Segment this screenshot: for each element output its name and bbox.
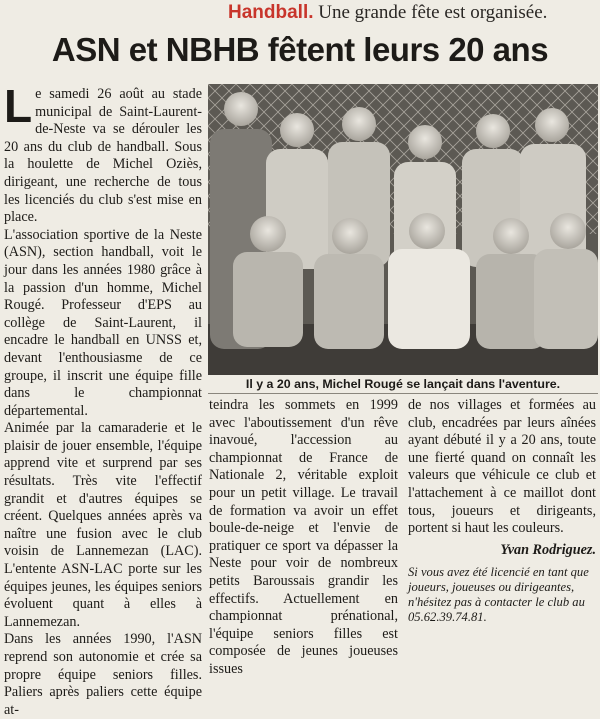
contact-note: Si vous avez été licencié en tant que joueurs, joueuses ou dirigeantes, n'hésitez pas à contacter le club au 05.62.39.74.81. (408, 565, 589, 625)
dropcap: L (4, 80, 33, 132)
article-column-3 (408, 397, 596, 643)
paragraph-5: de nos villages et formées au club, encadrées par leurs aînées ayant débuté il y a 20 ans, toute une fierté quand on connaît les valeurs que véhicule ce club et l'attachement à ce maillot dont tous, joueurs et dirigeants, portent si haut les couleurs. (408, 397, 596, 537)
article-column-1 (4, 80, 202, 718)
article-headline: ASN et NBHB fêtent leurs 20 ans (51, 31, 549, 68)
article-kicker (228, 2, 588, 24)
team-photo (208, 84, 598, 375)
team-photo-drawing (208, 84, 598, 375)
paragraph-2: L'association sportive de la Neste (ASN), section handball, voit le jour dans les années 1980 grâce à la passion d'un homme, Michel Rougé. Professeur d'EPS au collège de Saint-Laurent, il encadre le handball en UNSS et, devant l'enthousiasme de ce groupe, il inscrit une équipe fille dans le championnat départemental. (4, 226, 202, 419)
article-column-2 (209, 397, 398, 677)
article-byline: Yvan Rodriguez. (500, 541, 596, 558)
paragraph-3: Animée par la camaraderie et le plaisir de jouer ensemble, l'équipe apprend vite et surprend par ses résultats. Très vite l'effectif grandit et d'autres équipes se créent. Quelques années après va naître une fusion avec le club voisin de Lannemezan (LAC). L'entente ASN-LAC porte sur les équipes jeunes, les équipes seniors évoluent quant à elles à Lannemezan. (4, 420, 202, 630)
paragraph-1: Le samedi 26 août au stade municipal de Saint-Laurent-de-Neste va se dérouler les 20 ans du club de handball. Sous la houlette de Michel Oziès, dirigeant, une recherche de tous les licenciés du club s'est mise en place. (4, 80, 202, 226)
kicker-subtitle: Une grande fête est organisée. (318, 2, 548, 23)
paragraph-4-continued: teindra les sommets en 1999 avec l'aboutissement d'un rêve inavoué, l'accession au championnat de France de Nationale 2, véritable exploit pour un petit village. Le travail de formation va avoir un effet boule-de-neige et l'envie de pratiquer ce sport va dépasser la Neste pour voir de nombreux petits Baroussais grandir les effectifs. Actuellement en championnat prénational, l'équipe seniors filles est composée de jeunes joueuses issues (209, 397, 398, 677)
rubric-label: Handball. (228, 2, 314, 23)
paragraph-4-start: Dans les années 1990, l'ASN reprend son autonomie et crée sa propre équipe seniors filles. Paliers après paliers cette équipe at- (4, 631, 202, 718)
photo-caption: Il y a 20 ans, Michel Rougé se lançait dans l'aventure. (208, 375, 598, 394)
